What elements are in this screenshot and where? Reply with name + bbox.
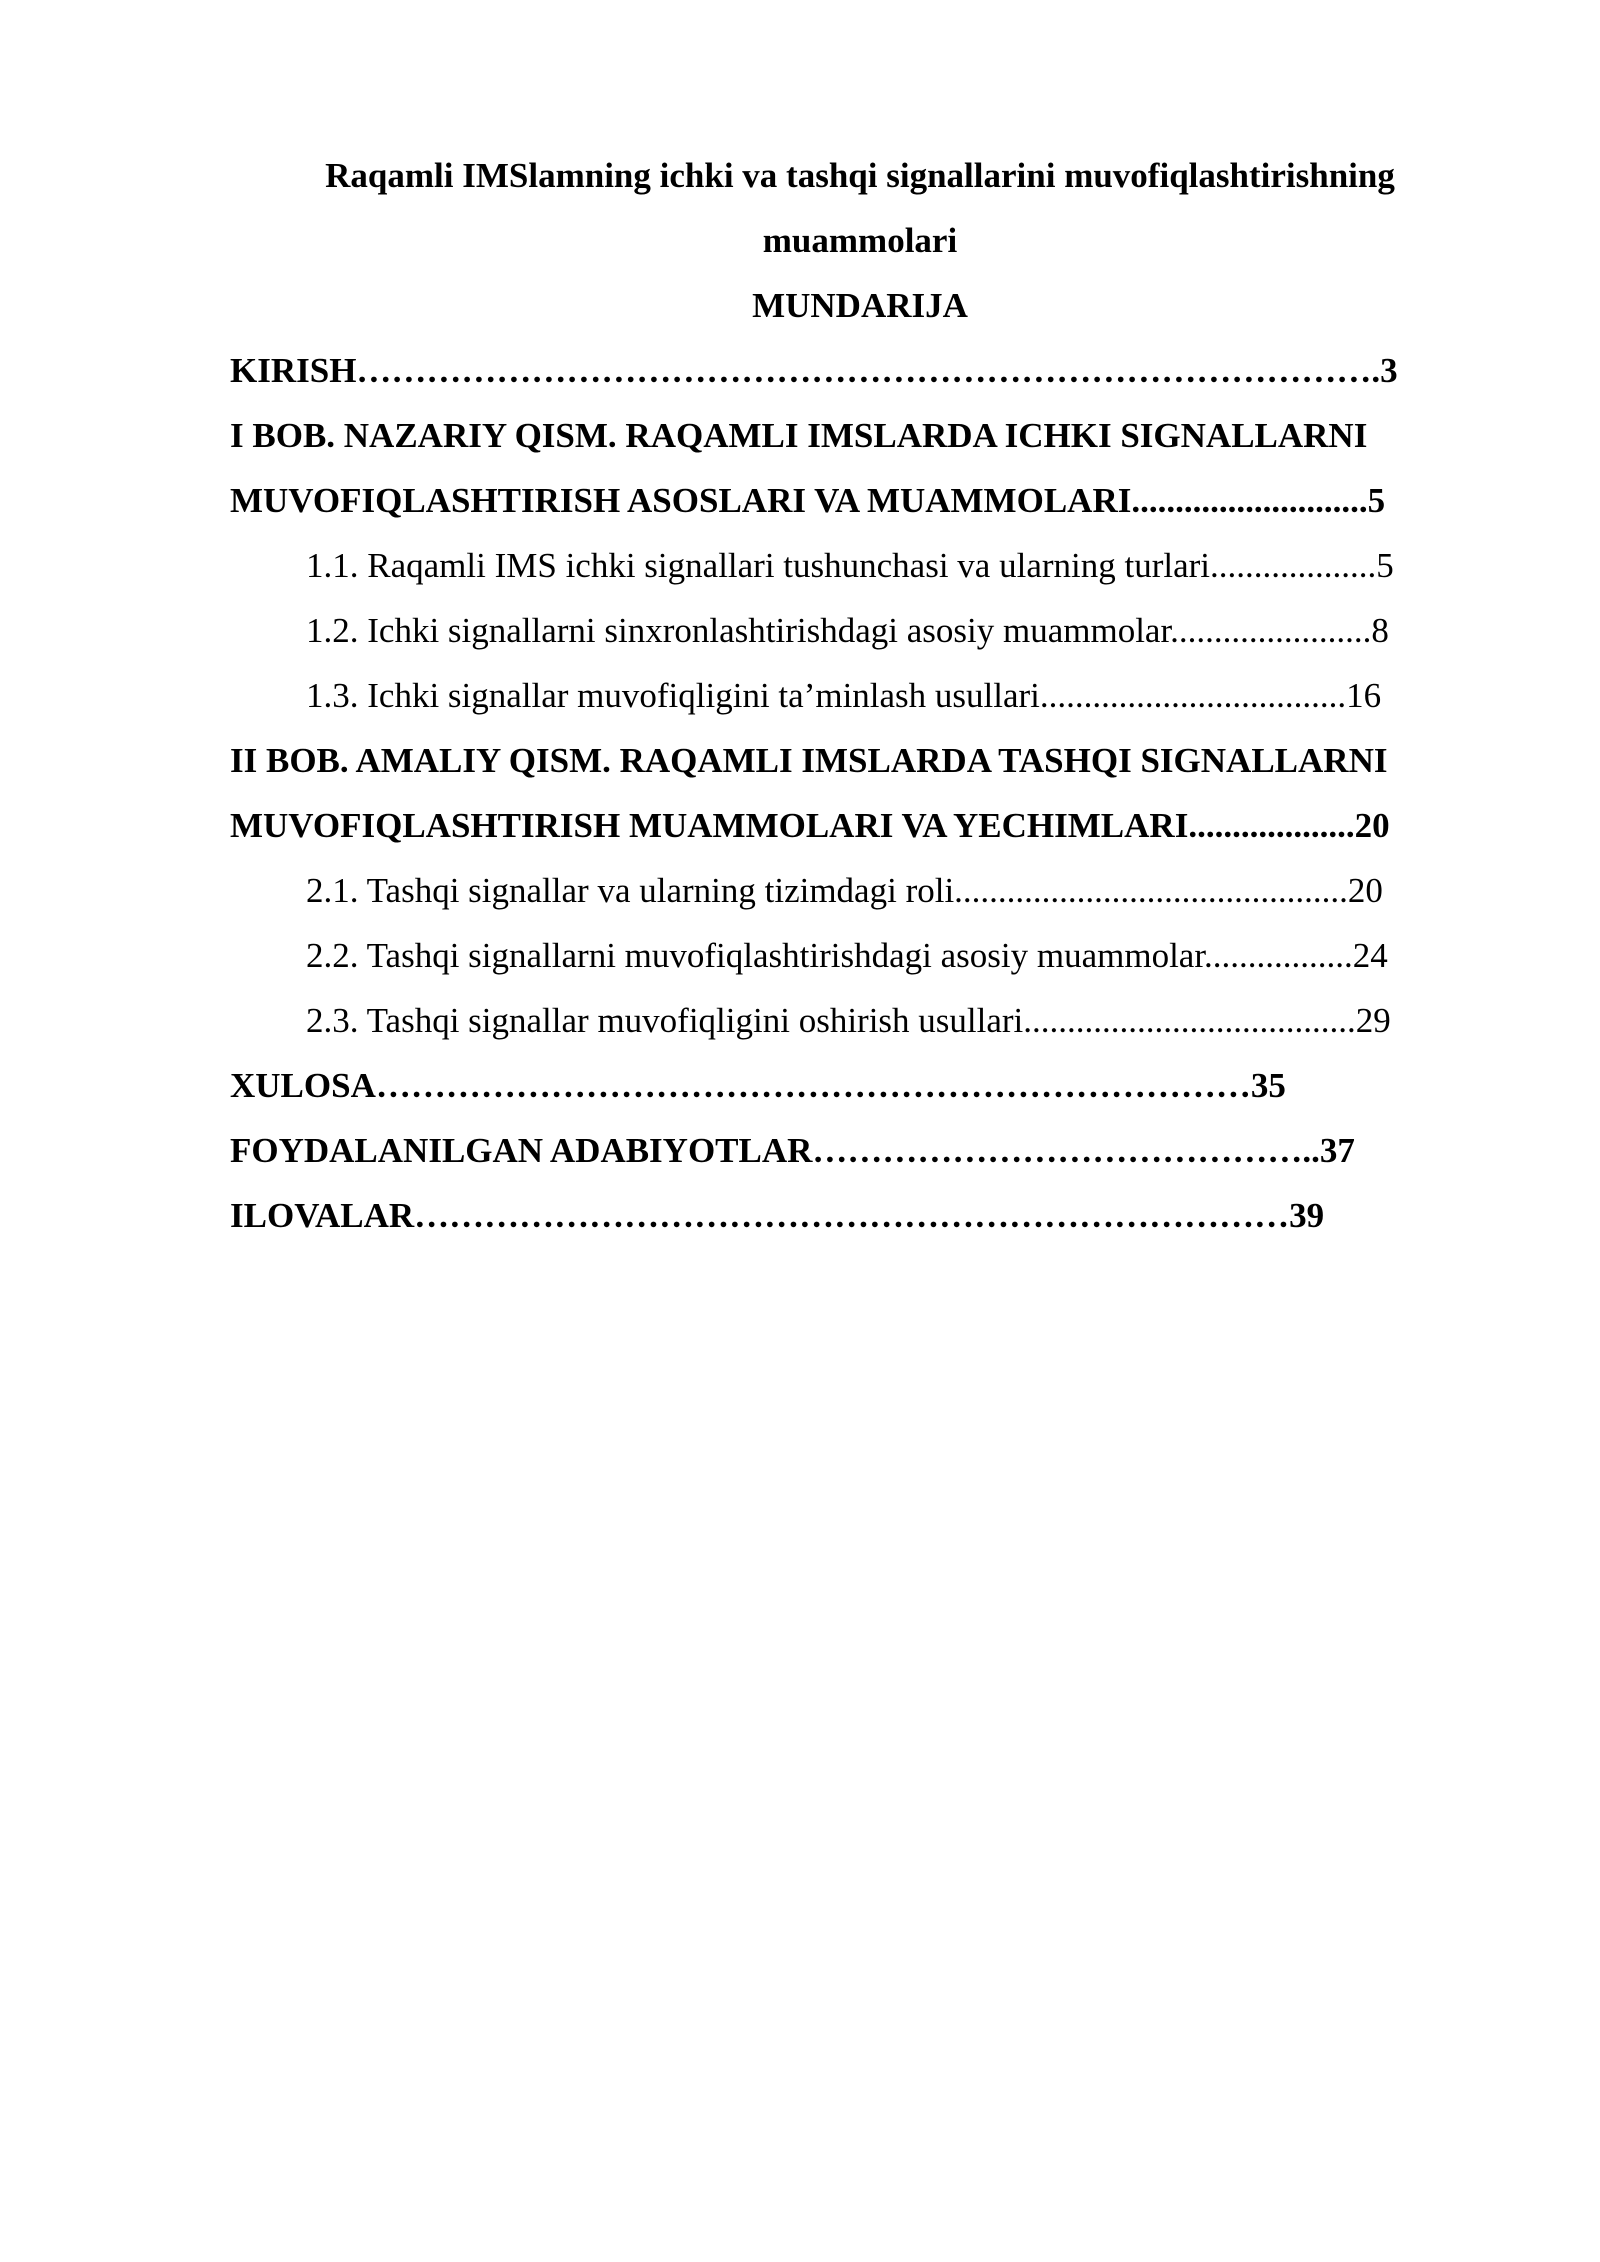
toc-section-1-1: 1.1. Raqamli IMS ichki signallari tushunchasi va ularning turlari...................5 [306,546,1394,585]
toc-chapter-2-line-1: II BOB. AMALIY QISM. RAQAMLI IMSLARDA TASHQI SIGNALLARNI [230,741,1388,780]
document-title-line-1: Raqamli IMSlamning ichki va tashqi signallarini muvofiqlashtirishning [325,156,1395,195]
toc-section-2-1: 2.1. Tashqi signallar va ularning tizimdagi roli.............................................20 [306,871,1383,910]
toc-chapter-1-line-2: MUVOFIQLASHTIRISH ASOSLARI VA MUAMMOLARI...........................5 [230,481,1386,520]
toc-section-1-3: 1.3. Ichki signallar muvofiqligini ta’minlash usullari...................................16 [306,676,1382,715]
toc-entry-xulosa: XULOSA…………………………………………………………………35 [230,1066,1286,1105]
toc-entry-kirish: KIRISH…………………………………………………………………………….3 [230,351,1398,390]
toc-section-2-3: 2.3. Tashqi signallar muvofiqligini oshirish usullari......................................29 [306,1001,1391,1040]
toc-heading: MUNDARIJA [752,286,968,325]
toc-entry-ilovalar: ILOVALAR…………………………………………………………………39 [230,1196,1325,1235]
toc-section-2-2: 2.2. Tashqi signallarni muvofiqlashtirishdagi asosiy muammolar.................24 [306,936,1388,975]
toc-chapter-1-line-1: I BOB. NAZARIY QISM. RAQAMLI IMSLARDA ICHKI SIGNALLARNI [230,416,1368,455]
toc-chapter-2-line-2: MUVOFIQLASHTIRISH MUAMMOLARI VA YECHIMLARI...................20 [230,806,1390,845]
toc-section-1-2: 1.2. Ichki signallarni sinxronlashtirishdagi asosiy muammolar.......................8 [306,611,1389,650]
toc-entry-adabiyotlar: FOYDALANILGAN ADABIYOTLAR……………………………………..37 [230,1131,1355,1170]
document-title-line-2: muammolari [762,221,958,260]
